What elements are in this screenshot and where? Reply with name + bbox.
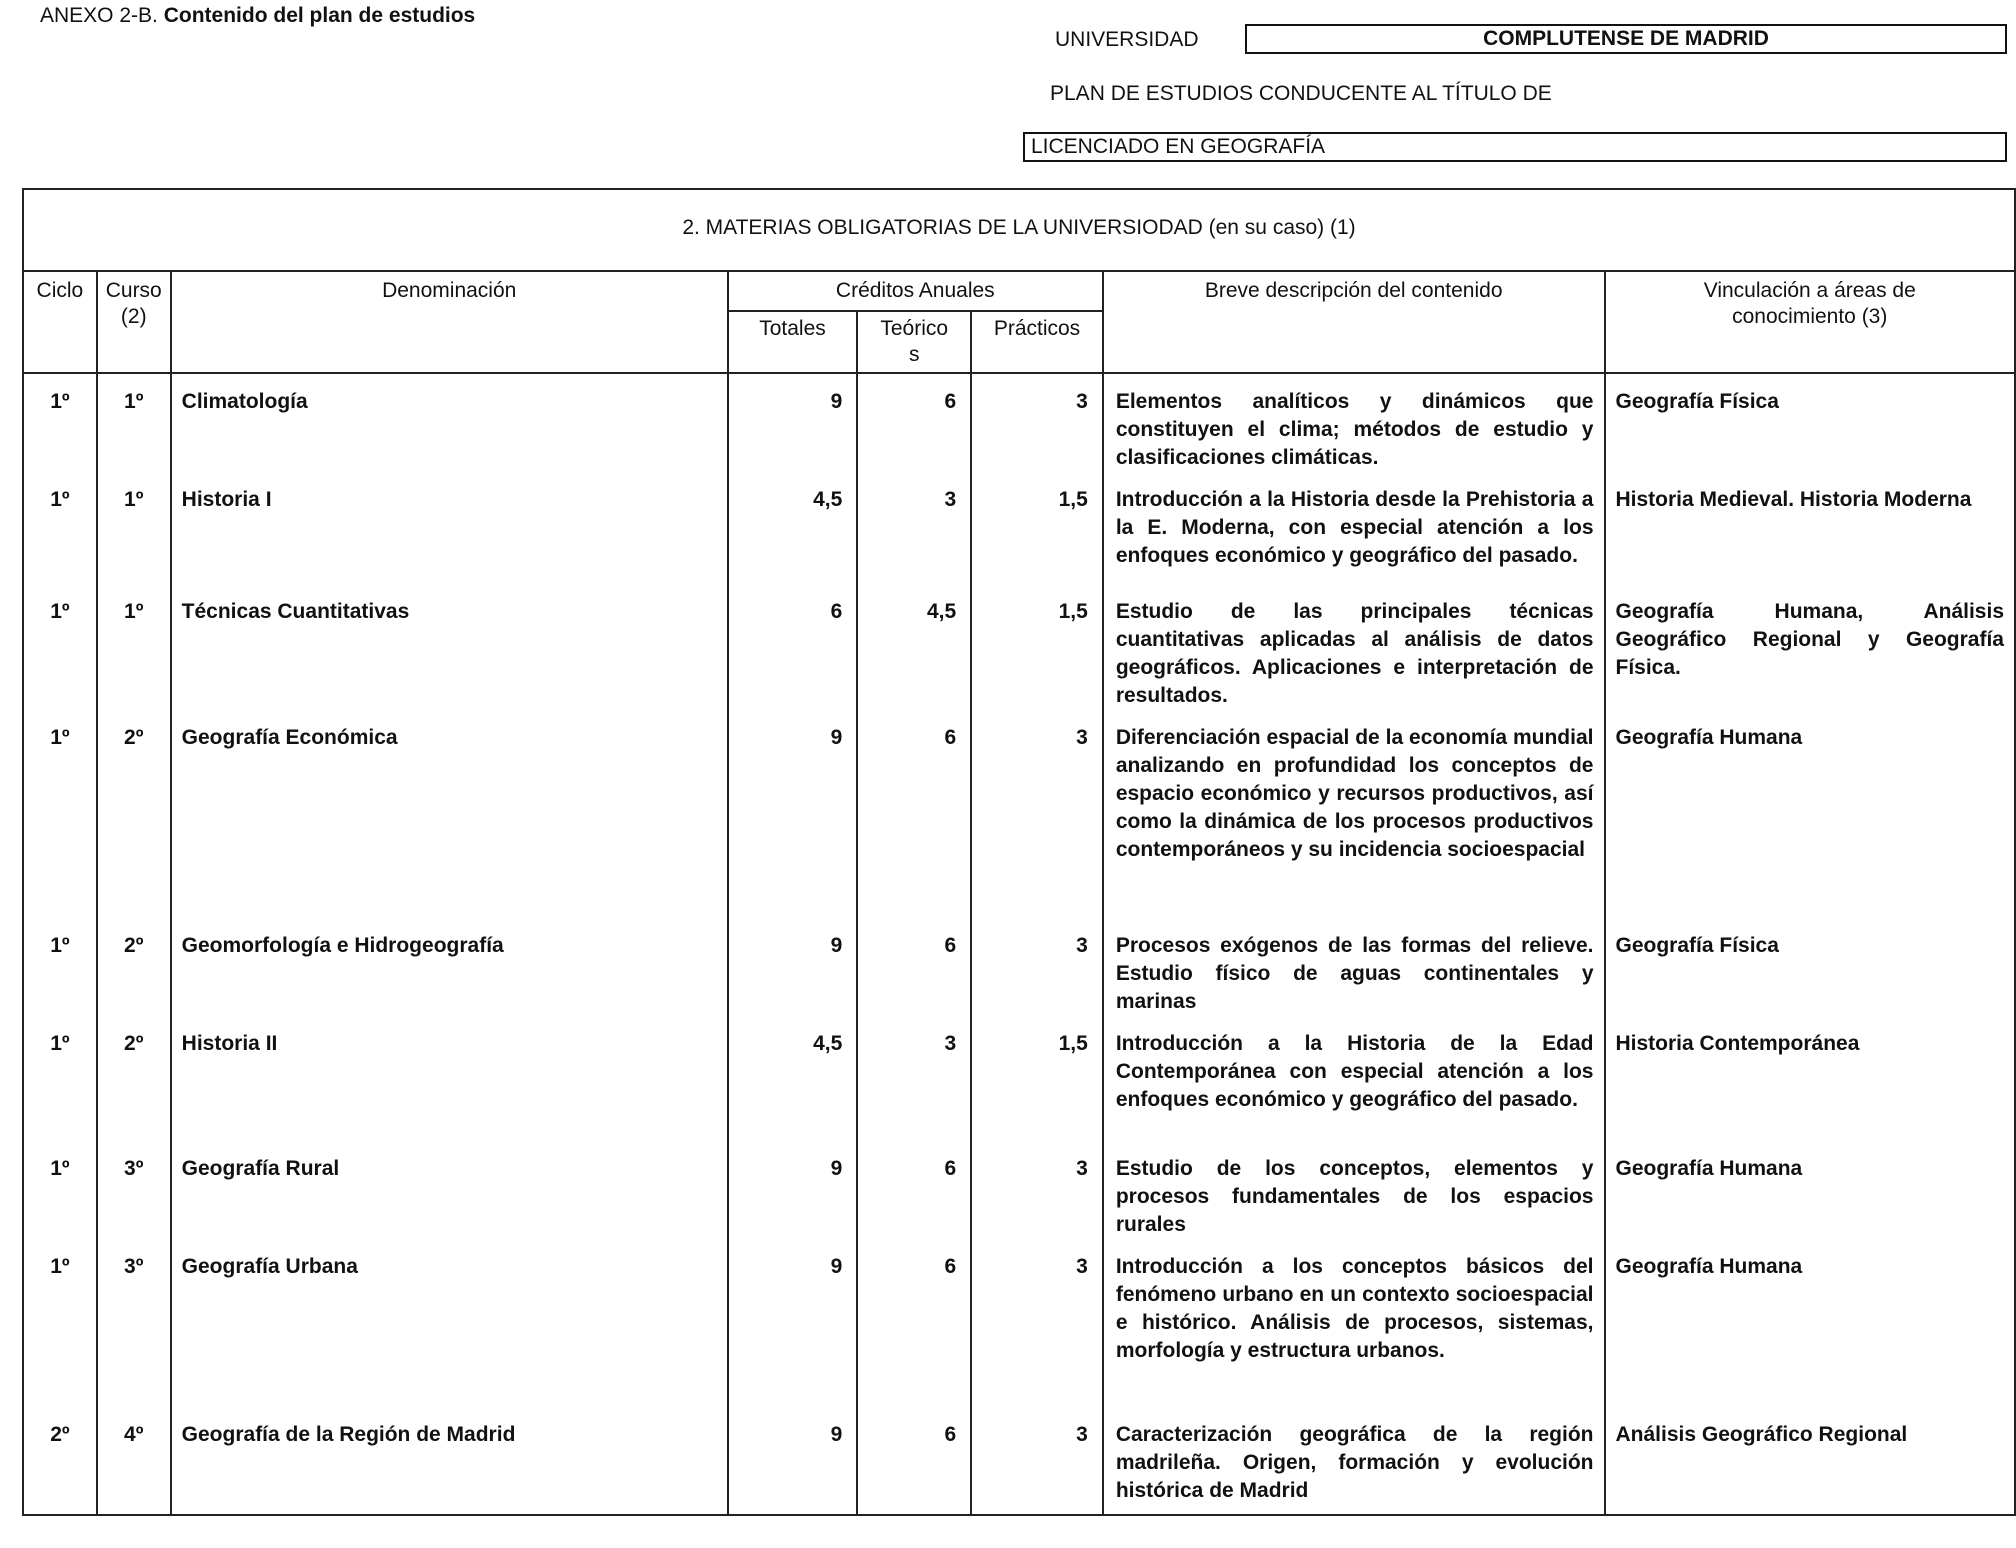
curso-cell: 1º	[97, 472, 171, 584]
table-row	[23, 373, 2015, 472]
descripcion-cell: Procesos exógenos de las formas del relieve. Estudio físico de aguas continentales y marinas	[1103, 918, 1605, 1016]
denominacion-cell: Historia II	[171, 1016, 728, 1141]
ciclo-cell: 1º	[23, 710, 97, 918]
ciclo-cell: 1º	[23, 918, 97, 1016]
area-cell: Geografía Humana	[1605, 710, 2016, 918]
plan-label: PLAN DE ESTUDIOS CONDUCENTE AL TÍTULO DE	[1050, 82, 1552, 105]
col-header-curso: Curso (2)	[97, 271, 171, 373]
creditos-practicos-cell: 3	[971, 710, 1103, 918]
annex-heading	[40, 4, 475, 28]
descripcion-cell: Estudio de las principales técnicas cuantitativas aplicadas al análisis de datos geográficos. Aplicaciones e interpretación de resultados.	[1103, 584, 1605, 710]
creditos-practicos-cell: 3	[971, 1239, 1103, 1407]
ciclo-cell: 1º	[23, 373, 97, 472]
denominacion-cell: Geomorfología e Hidrogeografía	[171, 918, 728, 1016]
curso-cell: 2º	[97, 710, 171, 918]
creditos-practicos-cell: 1,5	[971, 584, 1103, 710]
creditos-teoricos-cell: 6	[857, 710, 971, 918]
table-row	[23, 710, 2015, 918]
curso-cell: 1º	[97, 373, 171, 472]
curso-cell: 2º	[97, 1016, 171, 1141]
descripcion-cell: Introducción a los conceptos básicos del fenómeno urbano en un contexto socioespacial e histórico. Análisis de procesos, sistemas, morfología y estructura urbanos.	[1103, 1239, 1605, 1407]
denominacion-cell: Geografía de la Región de Madrid	[171, 1407, 728, 1515]
curso-cell: 4º	[97, 1407, 171, 1515]
curso-cell: 2º	[97, 918, 171, 1016]
creditos-totales-cell: 9	[728, 1407, 858, 1515]
creditos-totales-cell: 9	[728, 1239, 858, 1407]
ciclo-cell: 1º	[23, 1239, 97, 1407]
ciclo-cell: 1º	[23, 584, 97, 710]
degree-name: LICENCIADO EN GEOGRAFÍA	[1031, 135, 1326, 158]
col-header-creditos: Créditos Anuales	[728, 271, 1103, 311]
creditos-practicos-cell: 1,5	[971, 1016, 1103, 1141]
creditos-practicos-cell: 1,5	[971, 472, 1103, 584]
area-cell: Geografía Humana	[1605, 1239, 2016, 1407]
table-title: 2. MATERIAS OBLIGATORIAS DE LA UNIVERSIODAD (en su caso) (1)	[682, 216, 1356, 239]
table-row	[23, 472, 2015, 584]
creditos-teoricos-cell: 6	[857, 1407, 971, 1515]
subjects-table	[22, 188, 2016, 1516]
creditos-totales-cell: 9	[728, 710, 858, 918]
descripcion-cell: Estudio de los conceptos, elementos y procesos fundamentales de los espacios rurales	[1103, 1141, 1605, 1239]
descripcion-cell: Introducción a la Historia desde la Prehistoria a la E. Moderna, con especial atención a los enfoques económico y geográfico del pasado.	[1103, 472, 1605, 584]
denominacion-cell: Geografía Urbana	[171, 1239, 728, 1407]
creditos-totales-cell: 9	[728, 918, 858, 1016]
area-cell: Geografía Física	[1605, 373, 2016, 472]
area-cell: Geografía Física	[1605, 918, 2016, 1016]
table-row	[23, 1239, 2015, 1407]
creditos-teoricos-cell: 3	[857, 1016, 971, 1141]
area-cell: Geografía Humana, Análisis Geográfico Regional y Geografía Física.	[1605, 584, 2016, 710]
ciclo-cell: 2º	[23, 1407, 97, 1515]
creditos-teoricos-cell: 3	[857, 472, 971, 584]
ciclo-cell: 1º	[23, 472, 97, 584]
descripcion-cell: Diferenciación espacial de la economía mundial analizando en profundidad los conceptos de espacio económico y recursos productivos, así como la dinámica de los procesos productivos contemporáneos y su incidencia socioespacial	[1103, 710, 1605, 918]
col-header-denominacion: Denominación	[171, 271, 728, 373]
col-header-descripcion: Breve descripción del contenido	[1103, 271, 1605, 373]
denominacion-cell: Técnicas Cuantitativas	[171, 584, 728, 710]
creditos-teoricos-cell: 6	[857, 1141, 971, 1239]
col-header-totales: Totales	[728, 311, 858, 373]
table-row	[23, 1016, 2015, 1141]
university-name-box	[1245, 24, 2007, 54]
denominacion-cell: Geografía Económica	[171, 710, 728, 918]
creditos-practicos-cell: 3	[971, 1407, 1103, 1515]
area-cell: Historia Contemporánea	[1605, 1016, 2016, 1141]
col-header-practicos: Prácticos	[971, 311, 1103, 373]
denominacion-cell: Historia I	[171, 472, 728, 584]
area-cell: Análisis Geográfico Regional	[1605, 1407, 2016, 1515]
university-name: COMPLUTENSE DE MADRID	[1483, 27, 1769, 50]
creditos-practicos-cell: 3	[971, 1141, 1103, 1239]
creditos-practicos-cell: 3	[971, 918, 1103, 1016]
creditos-teoricos-cell: 4,5	[857, 584, 971, 710]
annex-prefix: ANEXO 2-B.	[40, 4, 158, 27]
creditos-totales-cell: 6	[728, 584, 858, 710]
ciclo-cell: 1º	[23, 1016, 97, 1141]
creditos-totales-cell: 9	[728, 1141, 858, 1239]
curso-cell: 3º	[97, 1141, 171, 1239]
descripcion-cell: Introducción a la Historia de la Edad Contemporánea con especial atención a los enfoques económico y geográfico del pasado.	[1103, 1016, 1605, 1141]
degree-name-box	[1023, 132, 2007, 162]
table-row	[23, 1141, 2015, 1239]
curso-cell: 1º	[97, 584, 171, 710]
creditos-teoricos-cell: 6	[857, 373, 971, 472]
ciclo-cell: 1º	[23, 1141, 97, 1239]
creditos-totales-cell: 9	[728, 373, 858, 472]
col-header-ciclo: Ciclo	[23, 271, 97, 373]
creditos-totales-cell: 4,5	[728, 1016, 858, 1141]
area-cell: Historia Medieval. Historia Moderna	[1605, 472, 2016, 584]
table-row	[23, 1407, 2015, 1515]
descripcion-cell: Caracterización geográfica de la región madrileña. Origen, formación y evolución histórica de Madrid	[1103, 1407, 1605, 1515]
annex-title: Contenido del plan de estudios	[163, 4, 476, 27]
table-title-cell	[23, 189, 2015, 271]
creditos-teoricos-cell: 6	[857, 1239, 971, 1407]
denominacion-cell: Geografía Rural	[171, 1141, 728, 1239]
university-label: UNIVERSIDAD	[1055, 28, 1199, 51]
denominacion-cell: Climatología	[171, 373, 728, 472]
table-row	[23, 918, 2015, 1016]
col-header-teoricos: Teórico s	[857, 311, 971, 373]
creditos-teoricos-cell: 6	[857, 918, 971, 1016]
creditos-practicos-cell: 3	[971, 373, 1103, 472]
creditos-totales-cell: 4,5	[728, 472, 858, 584]
curso-cell: 3º	[97, 1239, 171, 1407]
area-cell: Geografía Humana	[1605, 1141, 2016, 1239]
descripcion-cell: Elementos analíticos y dinámicos que constituyen el clima; métodos de estudio y clasificaciones climáticas.	[1103, 373, 1605, 472]
col-header-vinculacion: Vinculación a áreas de conocimiento (3)	[1605, 271, 2016, 373]
table-row	[23, 584, 2015, 710]
